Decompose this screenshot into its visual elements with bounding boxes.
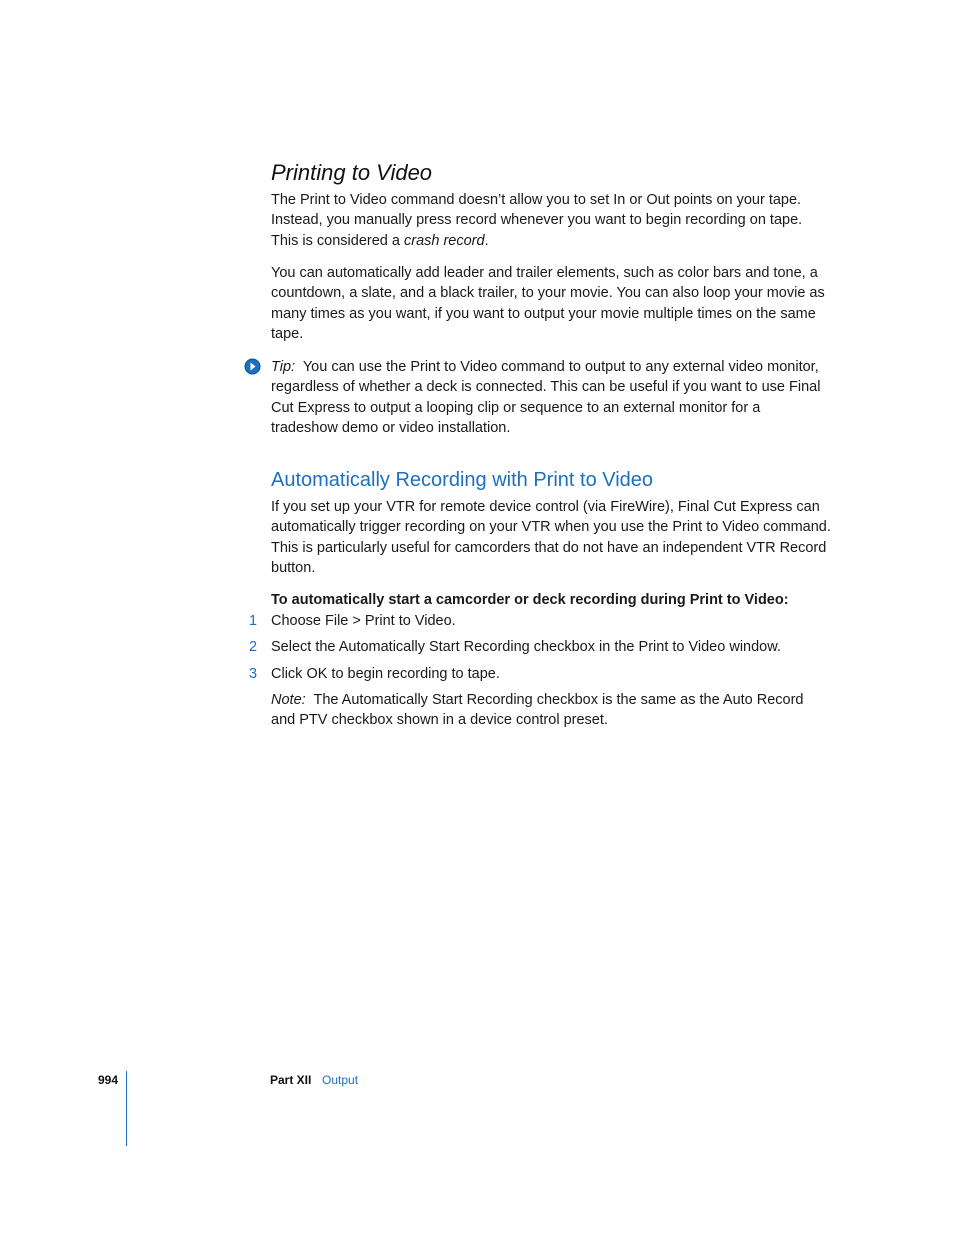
- tip-arrow-icon: [244, 358, 261, 375]
- task-heading: To automatically start a camcorder or deck recording during Print to Video:: [271, 592, 789, 608]
- step-text: Choose File > Print to Video.: [271, 613, 456, 629]
- note-text: The Automatically Start Recording checkbox is the same as the Auto Record and PTV checkbox shown in a device control preset.: [271, 692, 804, 729]
- step-number: 3: [249, 666, 258, 682]
- step-text: Click OK to begin recording to tape.: [271, 666, 500, 682]
- step-number: 2: [249, 639, 258, 655]
- paragraph-intro-text: The Print to Video command doesn’t allow you to set In or Out points on your tape. Instead, you manually press record whenever you want to begin recording on tape. This is considered a: [271, 192, 803, 249]
- subsection-intro: If you set up your VTR for remote device control (via FireWire), Final Cut Express can automatically trigger recording on your VTR when you use the Print to Video command. This is particularly useful for camcorders that do not have an independent VTR Record button.: [271, 499, 831, 576]
- note-paragraph: [271, 690, 831, 731]
- note-label: Note:: [271, 692, 306, 708]
- tip-label: Tip:: [271, 359, 296, 375]
- crash-record-term: crash record: [403, 232, 485, 249]
- subsection-title: Automatically Recording with Print to Video: [271, 469, 654, 491]
- page-number: 994: [98, 1073, 119, 1087]
- tip-text: You can use the Print to Video command to output to any external video monitor, regardless of whether a deck is connected. This can be useful if you want to use Final Cut Express to output a looping clip or sequence to an external monitor for a tradeshow demo or video installation.: [271, 359, 821, 436]
- paragraph-intro: [271, 190, 831, 251]
- paragraph-leader-trailer: You can automatically add leader and trailer elements, such as color bars and tone, a countdown, a slate, and a black trailer, to your movie. You can also loop your movie as many times as you want, if you want to output your movie multiple times on the same tape.: [271, 265, 825, 342]
- footer-section-link[interactable]: Output: [322, 1073, 359, 1087]
- step-text: Select the Automatically Start Recording checkbox in the Print to Video window.: [271, 639, 781, 655]
- tip-paragraph: [271, 357, 831, 438]
- footer-part: Part XII: [270, 1073, 312, 1087]
- paragraph-intro-end: .: [484, 232, 489, 249]
- footer-divider: [126, 1071, 127, 1146]
- section-title: Printing to Video: [271, 160, 433, 185]
- step-number: 1: [249, 613, 258, 629]
